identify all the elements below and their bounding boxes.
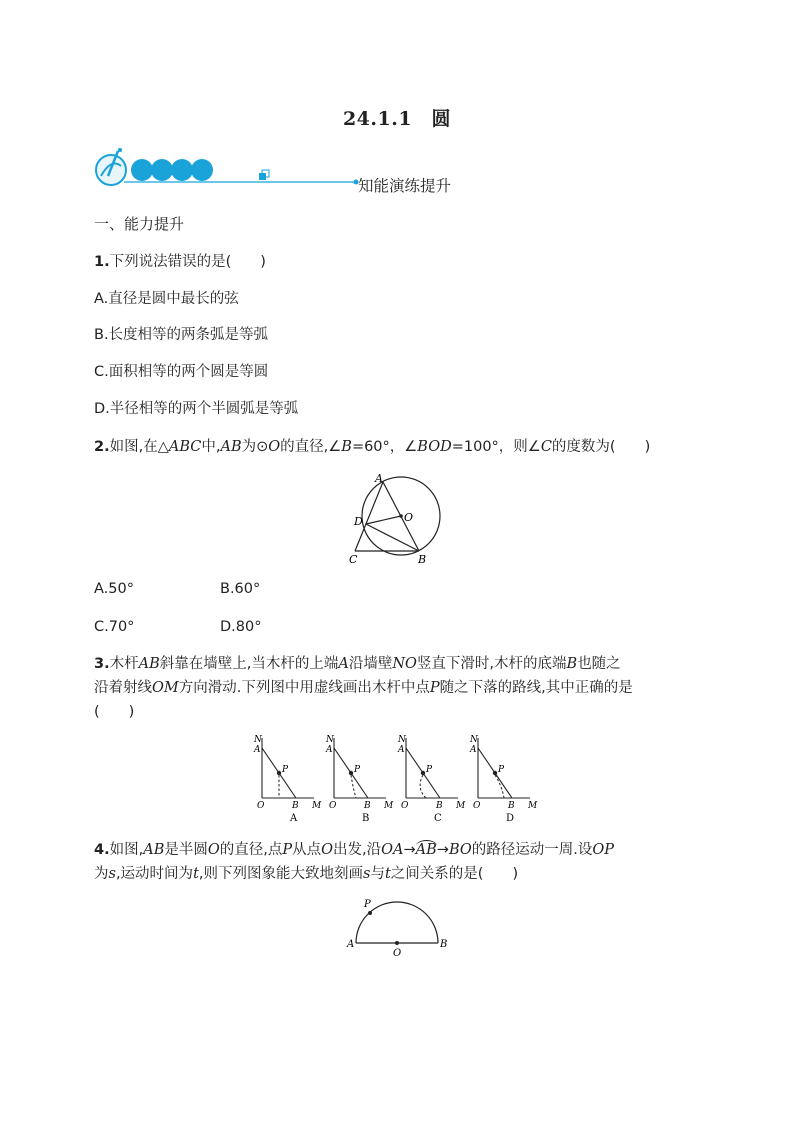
stem-text: 随之下落的路线,其中正确的是: [439, 680, 633, 696]
label-b: B: [440, 939, 448, 950]
stem-text: 是半圆: [164, 842, 208, 858]
math-var: t: [384, 866, 391, 882]
label-a: A: [326, 745, 333, 755]
math-var: AB: [143, 842, 165, 858]
label-o: O: [329, 801, 337, 811]
triangle-symbol: △: [157, 439, 169, 455]
math-var: A: [338, 656, 349, 672]
stem-text: 的直径,点: [219, 842, 283, 858]
label-o: O: [257, 801, 265, 811]
stem-text: 与: [370, 866, 385, 882]
stem-text: 竖直下滑时,木杆的底端: [416, 656, 567, 672]
question-number: 2.: [94, 439, 110, 455]
stem-text: =60°，∠: [351, 439, 418, 455]
math-var: B: [341, 439, 352, 455]
label-o: O: [473, 801, 481, 811]
math-var: ABC: [168, 439, 202, 455]
figure-ladder-options: [248, 730, 548, 826]
label-n: N: [398, 735, 406, 745]
label-b: B: [508, 801, 515, 811]
banner-dot: [191, 159, 213, 181]
banner-dot: [131, 159, 153, 181]
label-m: M: [528, 801, 538, 811]
ladder-figure-a: [253, 735, 322, 824]
option-b[interactable]: B.长度相等的两条弧是等弧: [94, 327, 269, 343]
stem-text: 从点: [292, 842, 322, 858]
label-m: M: [456, 801, 466, 811]
question-3-line-1: [94, 654, 621, 674]
label-p: P: [498, 765, 505, 775]
option-d[interactable]: D.半径相等的两个半圆弧是等弧: [94, 401, 299, 417]
label-d: D: [354, 515, 363, 528]
math-var: NO: [392, 656, 417, 672]
ladder-figure-b: [325, 735, 394, 824]
label-b: B: [292, 801, 299, 811]
math-var: O: [207, 842, 220, 858]
option-a[interactable]: A.直径是圆中最长的弦: [94, 291, 239, 307]
banner-dot: [171, 159, 193, 181]
math-var: t: [193, 866, 199, 882]
stem-text: 方向滑动.下列图中用虚线画出木杆中点: [178, 680, 430, 696]
stem-text: 为: [94, 866, 109, 882]
math-var: C: [540, 439, 552, 455]
math-var: P: [429, 680, 440, 696]
label-c: C: [349, 553, 358, 566]
label-n: N: [470, 735, 478, 745]
figure-caption: D: [506, 813, 515, 824]
stem-text: ,运动时间为: [115, 866, 194, 882]
label-b: B: [436, 801, 443, 811]
option-c[interactable]: C.面积相等的两个圆是等圆: [94, 364, 269, 380]
page-title: 24.1.1 圆: [342, 108, 452, 130]
stem-text: 为⊙: [241, 439, 269, 455]
math-var: O: [321, 842, 334, 858]
math-var: OA: [381, 842, 404, 858]
label-b: B: [364, 801, 371, 811]
section-heading: 一、能力提升: [94, 215, 185, 233]
figure-caption: C: [434, 813, 442, 824]
label-p: P: [426, 765, 433, 775]
stem-text: 沿墙壁: [348, 656, 393, 672]
figure-semicircle: [344, 895, 454, 959]
stem-text: 也随之: [577, 656, 621, 672]
label-a: A: [398, 745, 405, 755]
math-var: O: [268, 439, 281, 455]
label-n: N: [254, 735, 262, 745]
arrow-symbol: →: [403, 842, 416, 858]
math-var: AB: [220, 439, 242, 455]
label-a: A: [347, 939, 355, 950]
stem-text: 之间关系的是( ): [390, 866, 519, 882]
label-m: M: [384, 801, 394, 811]
question-stem: 下列说法错误的是( ): [109, 254, 266, 270]
stem-text: =100°，则∠: [451, 439, 541, 455]
option-d[interactable]: D.80°: [220, 619, 262, 635]
question-number: 3.: [94, 656, 110, 672]
label-n: N: [326, 735, 334, 745]
banner-label: 知能演练提升: [358, 177, 452, 195]
stem-text: 木杆: [109, 656, 139, 672]
question-2: [94, 437, 650, 457]
label-p: P: [354, 765, 361, 775]
ladder-figure-d: [469, 735, 538, 824]
label-m: M: [312, 801, 322, 811]
figure-caption: B: [362, 813, 370, 824]
label-a: A: [470, 745, 477, 755]
question-3-line-2: [94, 678, 633, 698]
math-var: B: [566, 656, 578, 672]
label-o: O: [393, 948, 402, 959]
question-number: 4.: [94, 842, 110, 858]
question-4-line-1: [94, 840, 614, 860]
question-1: [94, 252, 266, 272]
option-b[interactable]: B.60°: [220, 581, 261, 597]
question-3-line-3: ( ): [94, 704, 135, 720]
stem-text: 的度数为( ): [551, 439, 651, 455]
label-a: A: [254, 745, 261, 755]
label-p: P: [282, 765, 289, 775]
math-var: BOD: [417, 439, 452, 455]
stem-text: 沿着射线: [94, 680, 152, 696]
stem-text: 出发,沿: [333, 842, 382, 858]
stem-text: ,则下列图象能大致地刻画: [198, 866, 363, 882]
stem-text: 如图,在: [109, 439, 158, 455]
question-number: 1.: [94, 254, 110, 270]
figure-caption: A: [290, 813, 298, 824]
figure-circle-triangle: [346, 470, 450, 570]
stem-text: 斜靠在墙壁上,当木杆的上端: [159, 656, 339, 672]
math-var: OP: [592, 842, 615, 858]
label-b: B: [418, 553, 427, 566]
math-var: P: [282, 842, 293, 858]
stem-text: 如图,: [109, 842, 144, 858]
math-var: BO: [448, 842, 472, 858]
label-p: P: [364, 899, 371, 910]
ladder-figure-c: [397, 735, 466, 824]
book-pen-icon: [96, 148, 126, 185]
label-a: A: [375, 472, 383, 485]
math-var: s: [363, 866, 371, 882]
math-var: s: [108, 866, 116, 882]
math-var: AB: [138, 656, 160, 672]
question-4-line-2: [94, 864, 518, 884]
arc-var: AB: [415, 842, 437, 858]
banner-dot: [151, 159, 173, 181]
arrow-symbol: →: [436, 842, 449, 858]
option-c[interactable]: C.70°: [94, 619, 135, 635]
option-a[interactable]: A.50°: [94, 581, 134, 597]
stem-text: 的路径运动一周.设: [471, 842, 593, 858]
math-var: OM: [152, 680, 179, 696]
label-o: O: [404, 511, 414, 524]
stem-text: 的直径,∠: [280, 439, 342, 455]
label-o: O: [401, 801, 409, 811]
stem-text: 中,: [201, 439, 221, 455]
